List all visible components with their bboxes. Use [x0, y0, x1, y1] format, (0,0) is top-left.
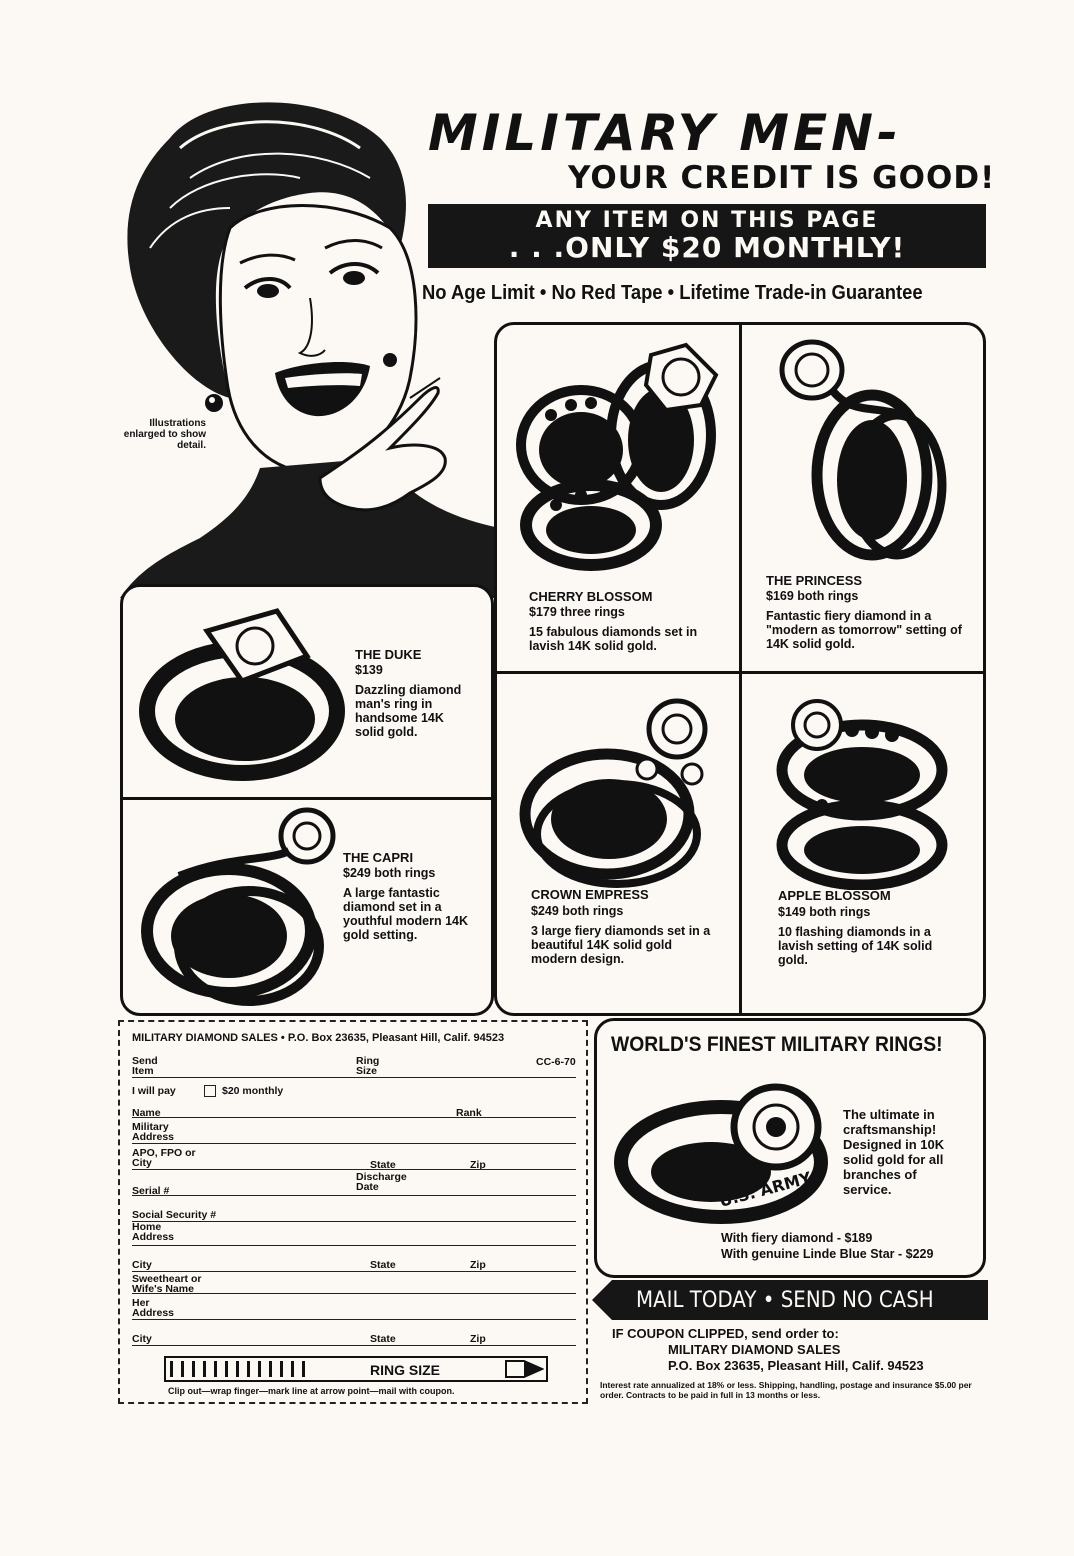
guarantee-subhead: No Age Limit • No Red Tape • Lifetime Trade-in Guarantee	[422, 282, 923, 304]
military-address-field[interactable]	[132, 1130, 576, 1144]
ring-size-label: Ring Size	[356, 1055, 380, 1077]
ring-grid	[494, 322, 986, 1016]
military-rings-price-2: With genuine Linde Blue Star - $229	[721, 1247, 934, 1261]
send-item-label: Send Item	[132, 1055, 158, 1077]
headline-credit-good: YOUR CREDIT IS GOOD!	[568, 160, 996, 196]
military-rings-title: WORLD'S FINEST MILITARY RINGS!	[611, 1033, 943, 1056]
monthly-checkbox[interactable]	[204, 1085, 216, 1097]
cherry-blossom-name: CHERRY BLOSSOM	[529, 589, 653, 604]
headline-military-men: MILITARY MEN-	[428, 104, 902, 162]
military-rings-price-1: With fiery diamond - $189	[721, 1231, 873, 1245]
coupon-header: MILITARY DIAMOND SALES • P.O. Box 23635, Pleasant Hill, Calif. 94523	[132, 1032, 505, 1044]
mail-today-banner[interactable]	[592, 1280, 988, 1320]
name-field[interactable]	[132, 1104, 576, 1118]
cherry-blossom-price: $179 three rings	[529, 605, 625, 619]
product-apple-blossom[interactable]	[742, 674, 986, 1016]
crown-empress-price: $249 both rings	[531, 904, 624, 918]
fine-print: Interest rate annualized at 18% or less. Shipping, handling, postage and insurance $5.00 per order. Contracts to be paid in full in 13 months or less.	[600, 1380, 972, 1400]
city-label-2: City	[132, 1333, 152, 1345]
city-label-1: City	[132, 1259, 152, 1271]
her-city-field[interactable]	[132, 1332, 576, 1346]
duke-ring-icon	[137, 601, 347, 781]
duke-desc: Dazzling diamond man's ring in handsome 14K solid gold.	[355, 683, 462, 739]
serial-label: Serial #	[132, 1185, 170, 1197]
monthly-banner	[428, 204, 986, 268]
monthly-label: $20 monthly	[222, 1085, 284, 1097]
sweetheart-label: Sweetheart or Wife's Name	[132, 1273, 202, 1295]
crown-empress-desc: 3 large fiery diamonds set in a beautiful 14K solid gold modern design.	[531, 924, 711, 966]
arrow-icon	[504, 1358, 544, 1380]
mailing-line-3: P.O. Box 23635, Pleasant Hill, Calif. 94523	[668, 1358, 924, 1373]
apo-city-field[interactable]	[132, 1156, 576, 1170]
duke-name: THE DUKE	[355, 647, 422, 662]
i-will-pay-label: I will pay	[132, 1085, 176, 1097]
crown-empress-ring-icon	[517, 694, 727, 894]
military-ring-icon[interactable]	[611, 1067, 831, 1237]
zip-label-3: Zip	[470, 1333, 486, 1345]
crown-empress-name: CROWN EMPRESS	[531, 887, 649, 902]
zip-label-2: Zip	[470, 1259, 486, 1271]
military-address-label: Military Address	[132, 1121, 175, 1143]
clip-note: Clip out—wrap finger—mark line at arrow point—mail with coupon.	[168, 1386, 455, 1396]
apple-blossom-desc: 10 flashing diamonds in a lavish setting of 14K solid gold.	[778, 925, 933, 967]
mailing-line-2: MILITARY DIAMOND SALES	[668, 1342, 841, 1357]
princess-desc: Fantastic fiery diamond in a "modern as tomorrow" setting of 14K solid gold.	[766, 609, 962, 651]
home-address-label: Home Address	[132, 1221, 175, 1243]
serial-field[interactable]	[132, 1182, 576, 1196]
cherry-blossom-desc: 15 fabulous diamonds set in lavish 14K solid gold.	[529, 625, 698, 653]
product-capri[interactable]	[123, 800, 494, 1016]
state-label-1: State	[370, 1159, 396, 1171]
banner-line-1: ANY ITEM ON THIS PAGE	[535, 208, 879, 233]
mail-banner-text: MAIL TODAY • SEND NO CASH	[636, 1288, 934, 1313]
name-label: Name	[132, 1107, 161, 1119]
military-rings-box	[594, 1018, 986, 1278]
woman-illustration	[110, 98, 500, 598]
illustration-note: Illustrations enlarged to show detail.	[123, 418, 206, 451]
social-security-label: Social Security #	[132, 1209, 217, 1221]
men-ring-box	[120, 584, 494, 1016]
princess-name: THE PRINCESS	[766, 573, 863, 588]
ring-size-strip[interactable]	[164, 1356, 548, 1382]
product-princess[interactable]	[742, 325, 986, 671]
capri-price: $249 both rings	[343, 866, 436, 880]
product-duke[interactable]	[123, 587, 494, 797]
sweetheart-field[interactable]	[132, 1280, 576, 1294]
cherry-blossom-ring-icon	[511, 335, 731, 575]
apple-blossom-name: APPLE BLOSSOM	[778, 888, 891, 903]
capri-name: THE CAPRI	[343, 850, 414, 865]
apple-blossom-price: $149 both rings	[778, 905, 871, 919]
send-item-field[interactable]	[132, 1064, 576, 1078]
her-address-label: Her Address	[132, 1297, 175, 1319]
ring-size-strip-label: RING SIZE	[370, 1362, 441, 1378]
state-label-3: State	[370, 1333, 396, 1345]
mailing-line-1: IF COUPON CLIPPED, send order to:	[612, 1326, 839, 1341]
home-city-field[interactable]	[132, 1258, 576, 1272]
state-label-2: State	[370, 1259, 396, 1271]
ring-size-ticks	[170, 1361, 310, 1377]
military-rings-desc: The ultimate in craftsmanship! Designed in 10K solid gold for all branches of service.	[843, 1107, 945, 1197]
apo-label: APO, FPO or City	[132, 1147, 196, 1169]
zip-label-1: Zip	[470, 1159, 486, 1171]
social-security-field[interactable]	[132, 1208, 576, 1222]
princess-price: $169 both rings	[766, 589, 859, 603]
product-crown-empress[interactable]	[497, 674, 739, 1016]
apple-blossom-ring-icon	[772, 690, 962, 890]
capri-desc: A large fantastic diamond set in a youthful modern 14K gold setting.	[343, 886, 469, 942]
princess-ring-icon	[772, 335, 962, 565]
her-address-field[interactable]	[132, 1306, 576, 1320]
duke-price: $139	[355, 663, 383, 677]
home-address-field[interactable]	[132, 1232, 576, 1246]
coupon-code: CC-6-70	[536, 1056, 576, 1068]
order-coupon[interactable]	[118, 1020, 588, 1404]
capri-ring-icon	[139, 806, 349, 1006]
ring-engraving: U.S. ARMY	[717, 1168, 814, 1211]
product-cherry-blossom[interactable]	[497, 325, 739, 671]
banner-line-2: . . .ONLY $20 MONTHLY!	[508, 231, 906, 264]
discharge-label: Discharge Date	[356, 1171, 407, 1193]
rank-label: Rank	[456, 1107, 482, 1119]
